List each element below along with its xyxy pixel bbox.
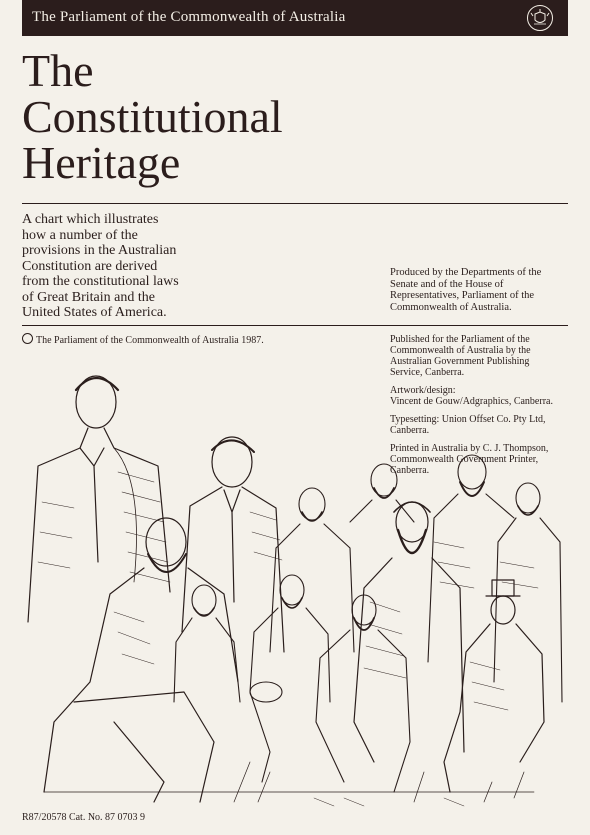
description: [22, 212, 242, 321]
figure-seated-left: [44, 518, 238, 802]
divider-bottom: [22, 325, 568, 326]
coat-of-arms-icon: [526, 4, 554, 32]
figure-group-right: [270, 455, 562, 702]
title-line: Constitutional: [22, 91, 283, 142]
title-line: Heritage: [22, 137, 181, 188]
credit-line: Commonwealth of Australia by the: [390, 345, 531, 356]
figure-top-hat: [444, 580, 544, 792]
description-line: Constitution are derived: [22, 258, 158, 274]
copyright-text: The Parliament of the Commonwealth of Australia 1987.: [36, 335, 264, 346]
founding-fathers-sketch-icon: [14, 362, 570, 812]
credit-line: Australian Government Publishing: [390, 356, 530, 367]
description-line: A chart which illustrates: [22, 212, 159, 227]
page-title: [22, 45, 422, 188]
credit-line: Service, Canberra.: [390, 367, 465, 378]
credit-line: Published for the Parliament of the: [390, 334, 530, 345]
copyright-notice: [22, 333, 352, 347]
credit-line: Typesetting: Union Offset Co. Pty Ltd,: [390, 414, 546, 425]
figure-standing-center: [182, 437, 284, 652]
copyright-icon: [22, 333, 33, 344]
produced-line: Produced by the Departments of the: [390, 267, 542, 278]
divider-top: [22, 203, 568, 204]
description-line: United States of America.: [22, 305, 167, 320]
credit-line: Artwork/design:: [390, 385, 456, 396]
produced-line: Commonwealth of Australia.: [390, 301, 512, 313]
description-line: of Great Britain and the: [22, 289, 155, 305]
credit-line: Printed in Australia by C. J. Thompson,: [390, 443, 549, 454]
credit-line: Canberra.: [390, 425, 430, 436]
description-line: from the constitutional laws: [22, 274, 179, 289]
sketch-ground: [44, 762, 534, 806]
description-line: provisions in the Australian: [22, 243, 177, 258]
credit-line: Commonwealth Government Printer,: [390, 454, 539, 465]
banner-title: The Parliament of the Commonwealth of Australia: [32, 9, 346, 25]
title-line: The: [22, 45, 94, 96]
produced-line: Representatives, Parliament of the: [390, 290, 535, 301]
header-banner: [22, 0, 568, 36]
description-line: how a number of the: [22, 227, 138, 243]
produced-line: Senate and of the House of: [390, 278, 504, 290]
produced-by: [390, 267, 570, 313]
figure-standing-left: [28, 376, 170, 622]
credit-line: Canberra.: [390, 465, 430, 476]
catalog-number: R87/20578 Cat. No. 87 0703 9: [22, 812, 146, 823]
credit-line: Vincent de Gouw/Adgraphics, Canberra.: [390, 396, 553, 407]
